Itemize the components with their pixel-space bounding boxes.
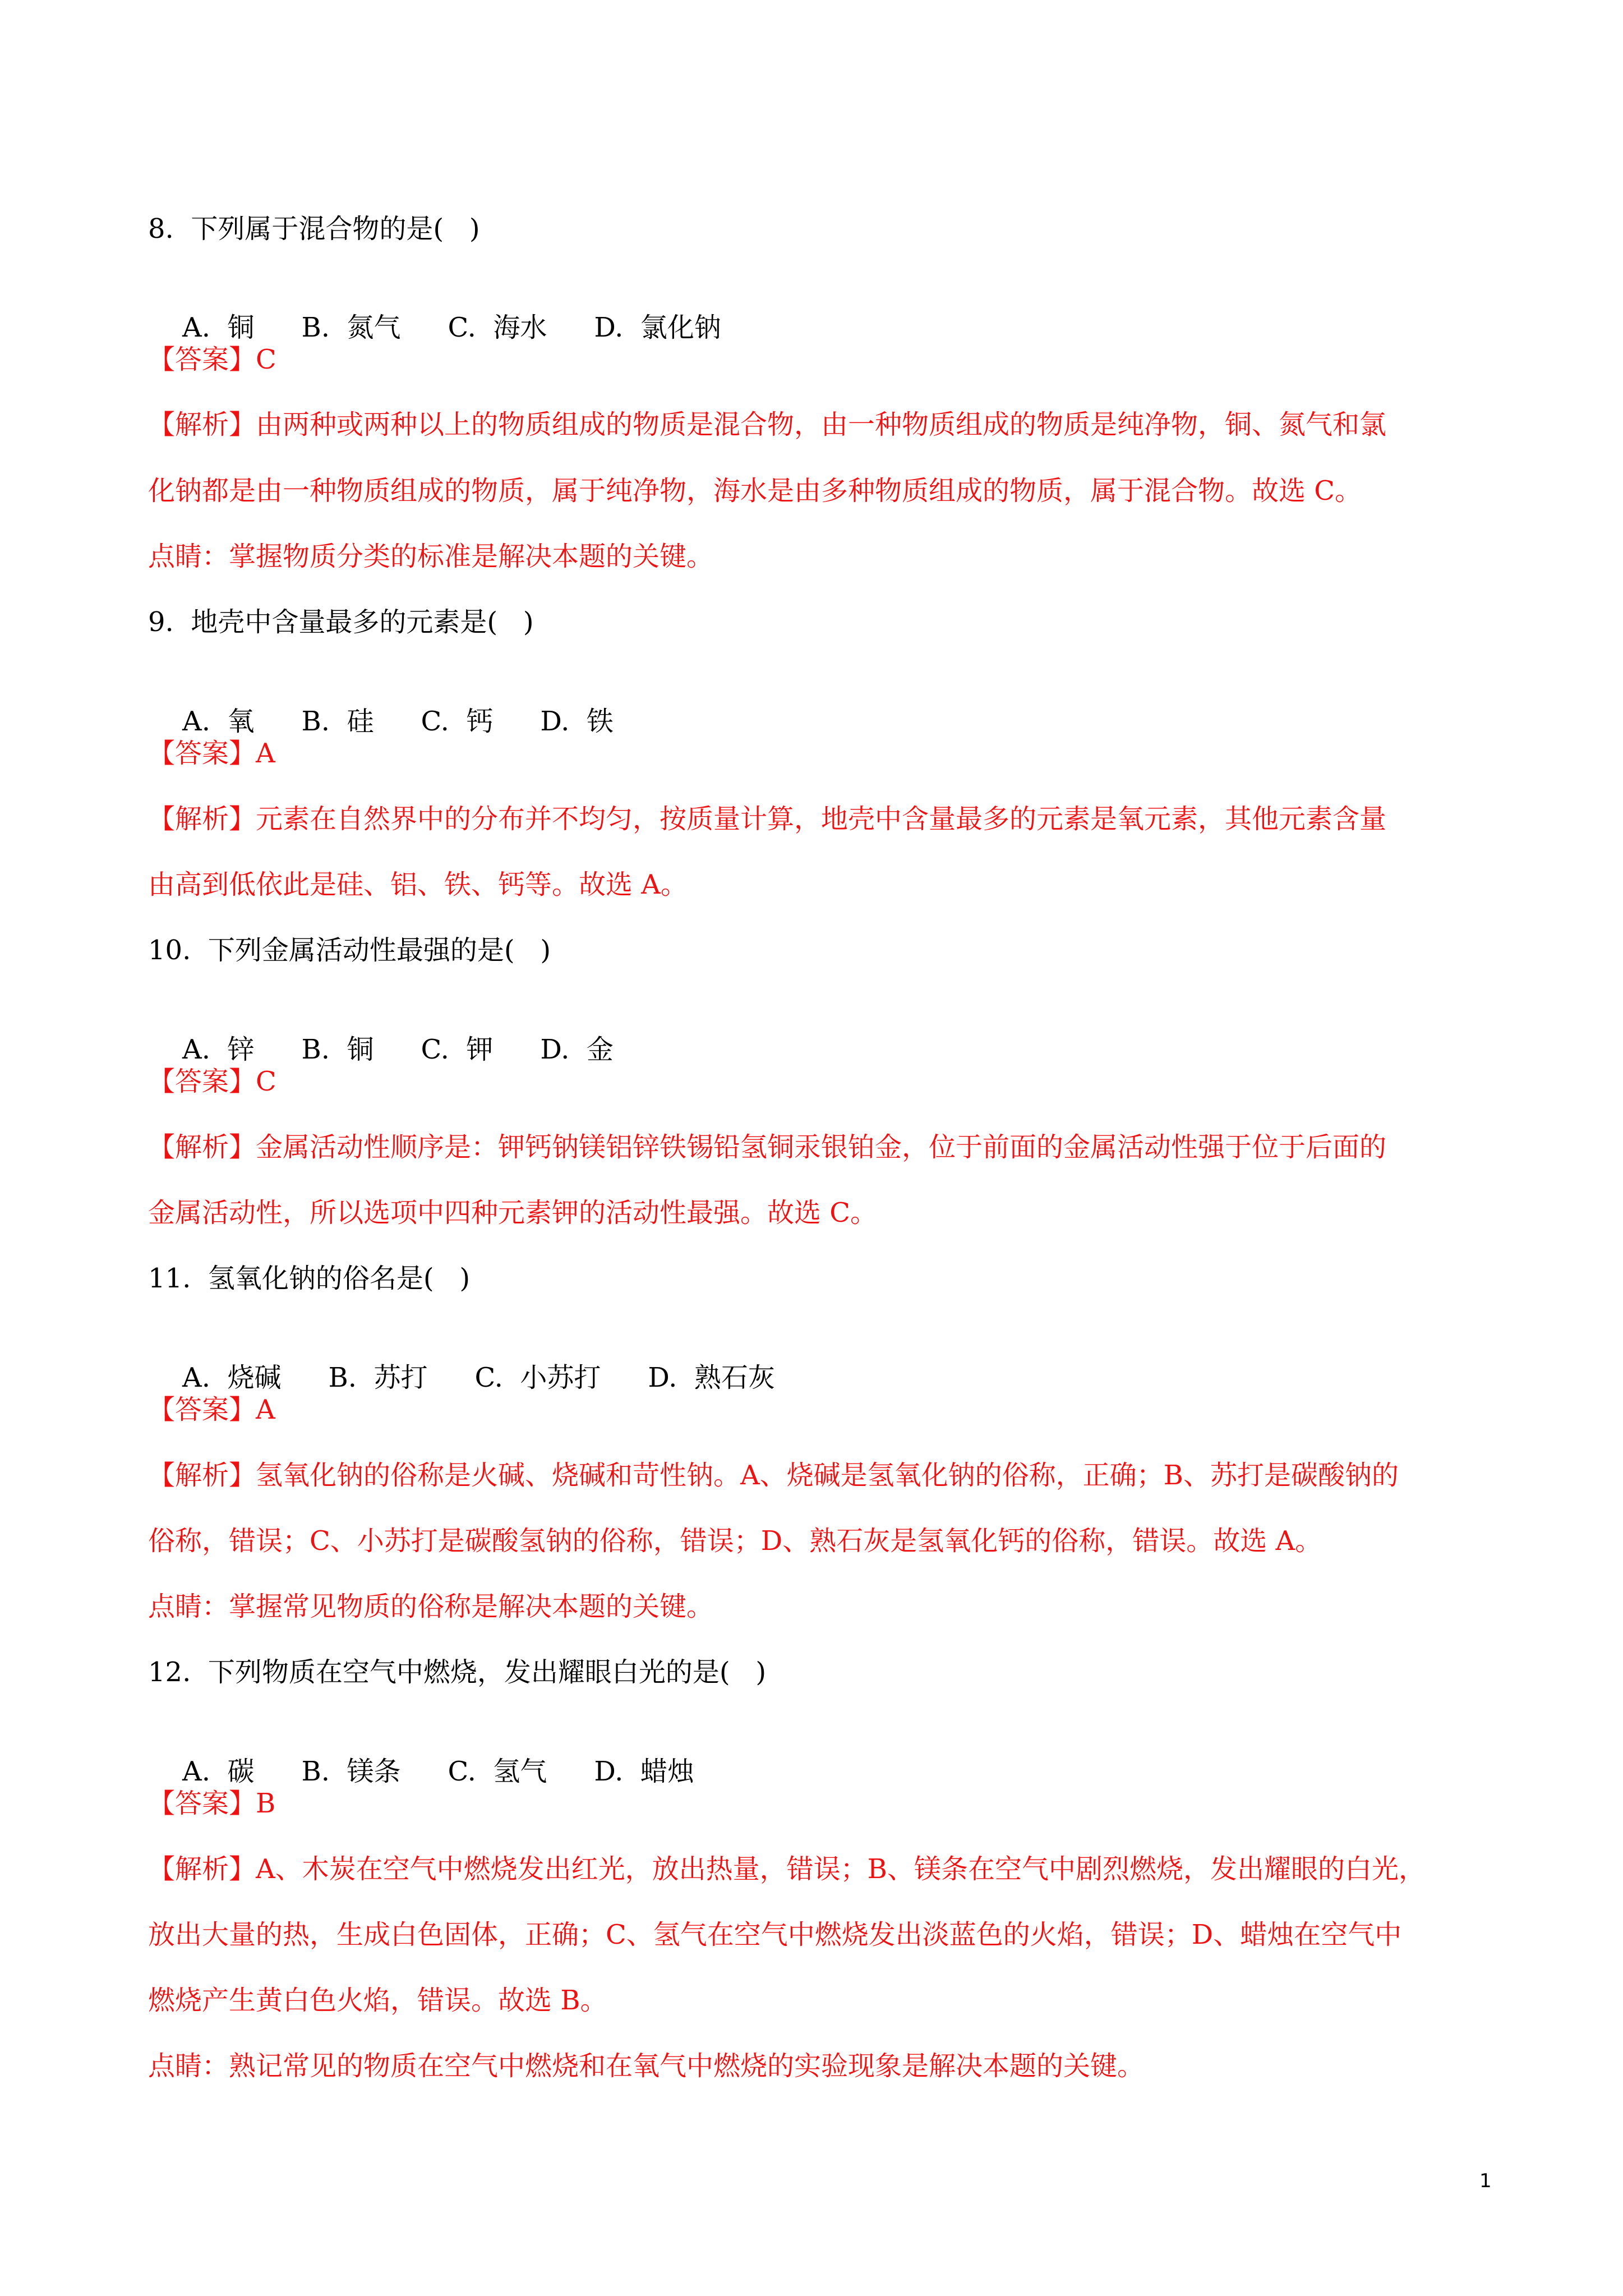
question-10-analysis-line-1: 【解析】金属活动性顺序是：钾钙钠镁铝锌铁锡铅氢铜汞银铂金，位于前面的金属活动性强于位于后面的 — [148, 1131, 1387, 1163]
option-a: A. 碳 — [182, 1756, 255, 1787]
question-11-analysis-line-1: 【解析】氢氧化钠的俗称是火碱、烧碱和苛性钠。A、烧碱是氢氧化钠的俗称，正确；B、苏打是碳酸钠的 — [148, 1460, 1399, 1491]
option-d: D. 熟石灰 — [648, 1362, 775, 1393]
option-b: B. 苏打 — [328, 1362, 428, 1393]
question-8-analysis-line-1: 【解析】由两种或两种以上的物质组成的物质是混合物，由一种物质组成的物质是纯净物，铜、氮气和氯 — [148, 409, 1387, 440]
option-b: B. 硅 — [301, 706, 374, 737]
question-9-answer: 【答案】A — [148, 738, 275, 769]
question-12-answer: 【答案】B — [148, 1788, 276, 1819]
question-8-tip: 点睛：掌握物质分类的标准是解决本题的关键。 — [148, 541, 714, 572]
question-10-stem: 10. 下列金属活动性最强的是( ) — [148, 935, 551, 966]
question-11-analysis-line-2: 俗称，错误；C、小苏打是碳酸氢钠的俗称，错误；D、熟石灰是氢氧化钙的俗称，错误。故选 A。 — [148, 1525, 1322, 1557]
option-a: A. 氧 — [182, 706, 255, 737]
option-c: C. 钙 — [421, 706, 494, 737]
question-9-stem: 9. 地壳中含量最多的元素是( ) — [148, 606, 534, 638]
page-number: 1 — [1479, 2170, 1492, 2192]
question-11-tip: 点睛：掌握常见物质的俗称是解决本题的关键。 — [148, 1591, 714, 1622]
question-8-stem: 8. 下列属于混合物的是( ) — [148, 213, 480, 245]
question-12-stem: 12. 下列物质在空气中燃烧，发出耀眼白光的是( ) — [148, 1657, 767, 1688]
question-10-analysis-line-2: 金属活动性，所以选项中四种元素钾的活动性最强。故选 C。 — [148, 1197, 877, 1228]
question-9-analysis-line-1: 【解析】元素在自然界中的分布并不均匀，按质量计算，地壳中含量最多的元素是氧元素，其他元素含量 — [148, 803, 1387, 835]
question-12-analysis-line-1: 【解析】A、木炭在空气中燃烧发出红光，放出热量，错误；B、镁条在空气中剧烈燃烧，发出耀眼的白光， — [148, 1853, 1426, 1885]
option-c: C. 氢气 — [448, 1756, 547, 1787]
question-12-tip: 点睛：熟记常见的物质在空气中燃烧和在氧气中燃烧的实验现象是解决本题的关键。 — [148, 2050, 1145, 2082]
question-12-analysis-line-2: 放出大量的热，生成白色固体，正确；C、氢气在空气中燃烧发出淡蓝色的火焰，错误；D、蜡烛在空气中 — [148, 1919, 1402, 1950]
question-11-answer: 【答案】A — [148, 1394, 275, 1425]
question-11-stem: 11. 氢氧化钠的俗名是( ) — [148, 1263, 471, 1294]
option-d: D. 铁 — [540, 706, 614, 737]
option-a: A. 锌 — [182, 1034, 255, 1065]
option-d: D. 氯化钠 — [594, 312, 721, 343]
question-9-analysis-line-2: 由高到低依此是硅、铝、铁、钙等。故选 A。 — [148, 869, 688, 900]
option-a: A. 烧碱 — [182, 1362, 282, 1393]
option-a: A. 铜 — [182, 312, 255, 343]
question-8-answer: 【答案】C — [148, 344, 276, 375]
option-c: C. 海水 — [448, 312, 547, 343]
option-c: C. 小苏打 — [474, 1362, 601, 1393]
option-b: B. 镁条 — [301, 1756, 401, 1787]
option-b: B. 铜 — [301, 1034, 374, 1065]
question-8-analysis-line-2: 化钠都是由一种物质组成的物质，属于纯净物，海水是由多种物质组成的物质，属于混合物。故选 C。 — [148, 475, 1362, 507]
option-d: D. 金 — [540, 1034, 614, 1065]
option-d: D. 蜡烛 — [594, 1756, 694, 1787]
option-b: B. 氮气 — [301, 312, 401, 343]
question-12-analysis-line-3: 燃烧产生黄白色火焰，错误。故选 B。 — [148, 1985, 607, 2016]
question-10-answer: 【答案】C — [148, 1066, 276, 1097]
option-c: C. 钾 — [421, 1034, 494, 1065]
